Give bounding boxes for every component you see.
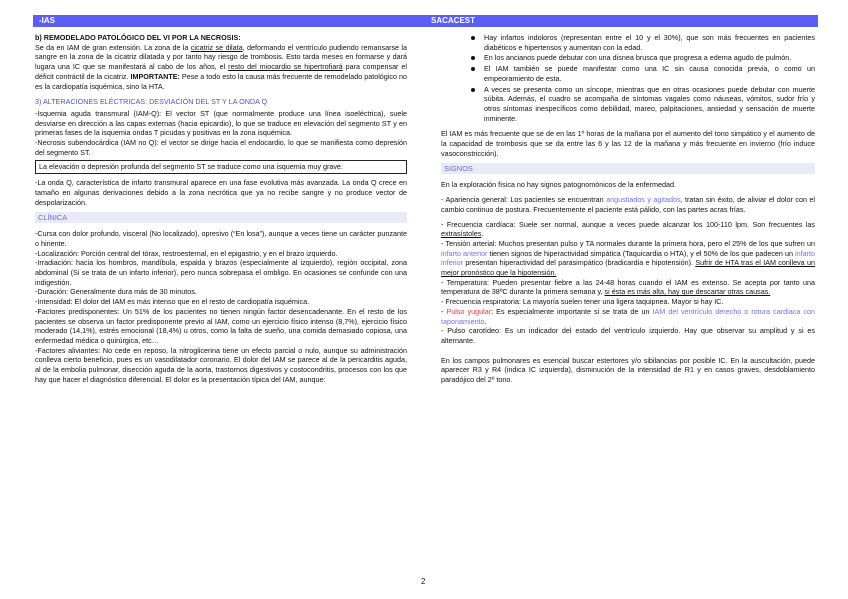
right-column — [441, 33, 815, 385]
clinica-item: -Factores aliviantes: No cede en reposo, la nitroglicerina tiene un efecto parcial o nulo, aunque su administración conlleva cierto beneficio, pues es un vasodilatador coronario. El dolor del IAM se parece al de la pericarditis aguda, al de la embolia pulmonar, disección aguda de la aorta, trastornos digestivos y costocondritis, procesos con los que hay que hacer el diagnóstico diferencial. El dolor es la presentación típica del IAM, aunque: — [35, 345, 407, 384]
signos-intro: En la exploración física no hay signos patognomónicos de la enfermedad. — [441, 180, 676, 190]
section-3-title: 3) ALTERACIONES ELÉCTRICAS: DESVIACIÓN DEL ST Y LA ONDA Q — [35, 97, 268, 107]
left-column — [35, 33, 407, 385]
list-item: A veces se presenta como un síncope, mientras que en otras ocasiones puede debutar con muerte súbita. Además, el cuadro se acompaña de síntomas vagales como náuseas, vómitos, sudor frío y otros síntomas inespecíficos como debilidad, mareo, palpitaciones, ansiedad y sensación de muerte inminente. — [471, 85, 815, 124]
list-item: En los ancianos puede debutar con una disnea brusca que progresa a edema agudo de pulmón. — [471, 53, 815, 63]
list-item: El IAM también se puede manifestar como una IC sin causa conocida previa, o como un empeoramiento de esta. — [471, 64, 815, 83]
necrosis-subendocardica-paragraph: -Necrosis subendocárdica (IAM no Q): el vector se dirige hacia el endocardio, lo que se manifiesta como depresión del segmento ST. — [35, 138, 407, 157]
isquemia-transmural-paragraph: -Isquemia aguda transmural (IAM-Q): El vector ST (que normalmente produce una línea isoeléctrica), suele desviarse en dirección a las capas externas (hacia epicardio), lo que se traduce en elevación del segmento ST y en primeras fases de la isquemia ondas T picudas y positivas en la zona isquémica. — [35, 108, 407, 138]
presentation-bullet-list — [471, 33, 815, 123]
page-number: 2 — [421, 577, 426, 586]
bullet-icon — [471, 36, 475, 40]
signos-section-header: SIGNOS — [441, 163, 815, 174]
iam-frequency-paragraph: El IAM es más frecuente que se de en las 1º horas de la mañana por el aumento del tono simpático y el aumento de la capacidad de trombosis que se da entre las 6 y las 12 de la mañana y más frecuente en invierno (frío induce vasoconstricción). — [441, 129, 815, 158]
clinica-section-header: CLÍNICA — [35, 212, 407, 223]
header-left-label: -IAS — [39, 16, 55, 25]
pulso-carotideo: - Pulso carotídeo: Es un indicador del estado del ventrículo izquierdo. Hay que observar su amplitud y si es alternante. — [441, 326, 815, 345]
section-b-title: b) REMODELADO PATOLÓGICO DEL VI POR LA NECROSIS: — [35, 33, 241, 42]
bullet-icon — [471, 56, 475, 60]
bullet-icon — [471, 88, 475, 92]
clinica-item: -Cursa con dolor profundo, visceral (No localizado), opresivo (“En losa”), aunque a veces tiene un carácter punzante o hiriente. — [35, 229, 407, 248]
highlight-box: La elevación o depresión profunda del segmento ST se traduce como una isquemia muy grave. — [35, 160, 407, 174]
header-right-label: SACACEST — [431, 16, 476, 25]
apariencia-general: - Apariencia general: Los pacientes se encuentran angustiados y agitados, tratan sin éxito, de aliviar el dolor con el cambio continuo de postura. Frecuentemente el paciente está pálido, con las partes acras frías. — [441, 195, 815, 214]
page-header — [33, 15, 818, 27]
clinica-item: -Duración: Generalmente dura más de 30 minutos. — [35, 287, 197, 297]
frecuencia-respiratoria: - Frecuencia respiratoria: La mayoría suelen tener una ligera taquipnea. Mayor si hay IC. — [441, 297, 724, 307]
clinica-item: -Intensidad: El dolor del IAM es más intenso que en el resto de cardiopatía isquémica. — [35, 297, 310, 307]
bullet-icon — [471, 67, 475, 71]
clinica-item: -Factores predisponentes: Un 51% de los pacientes no tienen ningún factor desencadenante. En el resto de los pacientes se observa un factor predisponente previo al IAM, como un ejercicio físico intenso (8,7%), ejercicio físico moderado (14,1%), estrés emocional (18,4%) u otros, como la falta de sueño, una comida demasiado copiosa, una enfermedad médica o quirúrgica, etc… — [35, 306, 407, 345]
frecuencia-cardiaca: - Frecuencia cardíaca: Suele ser normal, aunque a veces puede alcanzar los 100-110 lpm. Son frecuentes las extrasístoles. — [441, 219, 815, 239]
campos-pulmonares: En los campos pulmonares es esencial buscar estertores y/o sibilancias por posible IC. En la auscultación, puede aparecer R3 y R4 (indica IC izquierda), disminución de la intensidad de R1 y en casos graves, desdoblamiento paradójico del 2º tono. — [441, 355, 815, 385]
tension-arterial: - Tensión arterial: Muchos presentan pulso y TA normales durante la primera hora, pero el 25% de los que sufren un infarto anterior tienen signos de hiperactividad simpática (Taquicardia o HTA), y el 50% de los que padecen un infarto inferior presentan hiperactividad del parasimpático (bradicardia e hipotensión). Sufrir de HTA tras el IAM conlleva un mejor pronóstico que la hipotensión. — [441, 238, 816, 278]
list-item: Hay infartos indoloros (representan entre el 10 y el 30%), que son más frecuentes en pacientes diabéticos e hipertensos y aumentan con la edad. — [471, 33, 815, 52]
clinica-item: -Localización: Porción central del tórax, restroesternal, en el epigastrio, y en el brazo izquierdo. — [35, 248, 338, 258]
onda-q-paragraph: -La onda Q, característica de infarto transmural aparece en una fase evolutiva más avanzada. La onda Q crece en tamaño en algunas derivaciones debido a la zona necrótica que ya no recibe sangre y no produce vector de despolarización. — [35, 178, 407, 207]
section-b-paragraph: Se da en IAM de gran extensión. La zona de la cicatriz se dilata, deformando el ventrículo pudiendo remansarse la sangre en la zona de la cicatriz dilatada y por tanto hay riesgo de trombosis. Esto tarda meses en formarse y dará lugara una IC que se manifestará al cabo de los años, el resto del miocardio se hipertrofiará para compensar el déficit contráctil de la cicatriz. IMPORTANTE: Pese a todo esto la causa más frecuente de remodelado patológico no es la cardiopatía isquémica, sino la HTA. — [35, 42, 408, 91]
clinica-item: -Irradiación: hacia los hombros, mandíbula, espalda y brazos (especialmente al izquierdo), región occipital, zona abdominal (Si se trata de un infarto inferior), pero nunca sobrepasa el ombligo. En ocasiones se confunde con una indigestión. — [35, 258, 407, 287]
pulso-yugular: - Pulso yugular: Es especialmente importante si se trata de un IAM del ventrículo derecho o rotura cardiaca con taponamiento. — [441, 306, 815, 326]
temperatura: - Temperatura: Pueden presentar fiebre a las 24-48 horas cuando el IAM es extenso. Se acepta por tanto una temperatura de 38ºC durante la primera semana y, si ésta es más alta, hay que descartar otras causas. — [441, 277, 815, 297]
